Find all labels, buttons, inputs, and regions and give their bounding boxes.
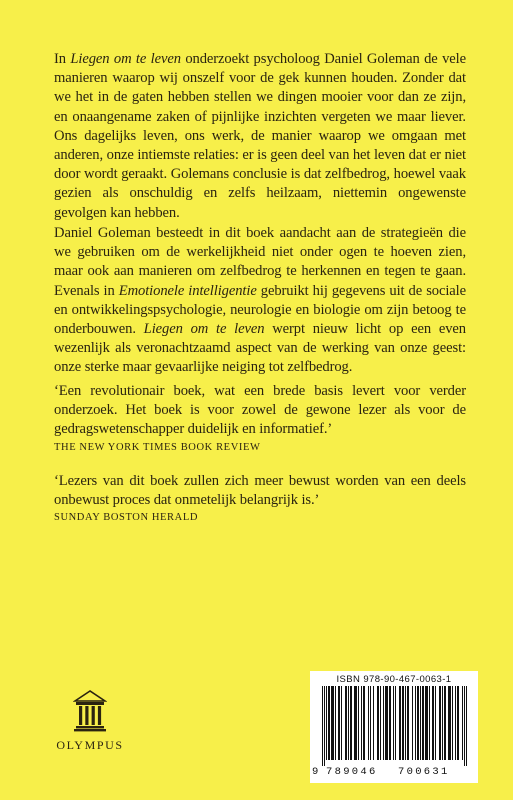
para2-part2: gebruikt hij gegevens uit de sociale en ontwikkelingspsychologie, neurologie en biologie om zijn betoog te onderbouwen. xyxy=(54,282,467,338)
ean-left-digits: 789046 xyxy=(326,766,378,778)
quote-source: THE NEW YORK TIMES BOOK REVIEW xyxy=(54,441,261,453)
publisher-logo xyxy=(42,690,138,753)
para2-part3: werpt nieuw licht op een even wezenlijk als veronachtzaamd aspect van de werking van onze geest: onze sterke maar gevaarlijke neiging tot zelfbedrog. xyxy=(54,321,466,376)
isbn-barcode xyxy=(310,671,478,783)
isbn-label: ISBN 978-90-467-0063-1 xyxy=(336,674,452,685)
publisher-name: OLYMPUS xyxy=(56,738,124,752)
quote-text: ‘Lezers van dit boek zullen zich meer bewust worden van een deels onbewust proces dat onmetelijk belangrijk is.’ xyxy=(54,473,466,509)
barcode-bars xyxy=(318,686,470,766)
quote-source: SUNDAY BOSTON HERALD xyxy=(54,512,199,524)
review-quote-2 xyxy=(54,472,466,526)
para1-text: onderzoekt psycholoog Daniel Goleman de vele manieren waarop wij onszelf voor de gek kunnen houden. Zonder dat we het in de gaten hebben stellen we dingen mooier voor dan ze zijn, en onaangename zaken of pijnlijke inzichten vergeten we maar liever. Ons dagelijks leven, ons werk, de manier waarop we omgaan met anderen, onze intiemste relaties: er is geen deel van het leven dat er niet door wordt geraakt. Golemans conclusie is dat zelfbedrog, hoewel vaak gezien als onschuldig en zelfs heilzaam, niettemin ongewenste gevolgen kan hebben. xyxy=(54,51,466,221)
book-title-italic: Liegen om te leven xyxy=(143,321,265,338)
temple-columns-icon xyxy=(73,690,107,732)
ean-first-digit: 9 xyxy=(312,766,319,778)
description-paragraph-2 xyxy=(54,224,466,378)
ean-right-digits: 700631 xyxy=(398,766,450,778)
para1-prefix: In xyxy=(54,51,71,67)
quote-text: ‘Een revolutionair boek, wat een brede basis levert voor verder onderzoek. Het boek is voor zowel de gewone lezer als voor de gedragswetenschapper duidelijk en informatief.’ xyxy=(54,383,466,438)
related-book-title-italic: Emotionele intelligentie xyxy=(118,282,257,299)
description-paragraph-1 xyxy=(54,50,466,223)
book-title-italic: Liegen om te leven xyxy=(70,51,181,67)
para2-part1: Daniel Goleman besteedt in dit boek aandacht aan de strategieën die we gebruiken om de werkelijkheid niet onder ogen te hoeven zien, maar ook aan manieren om zelfbedrog te herkennen en tegen te gaan. Evenals in xyxy=(54,225,466,299)
review-quote-1 xyxy=(54,382,466,456)
